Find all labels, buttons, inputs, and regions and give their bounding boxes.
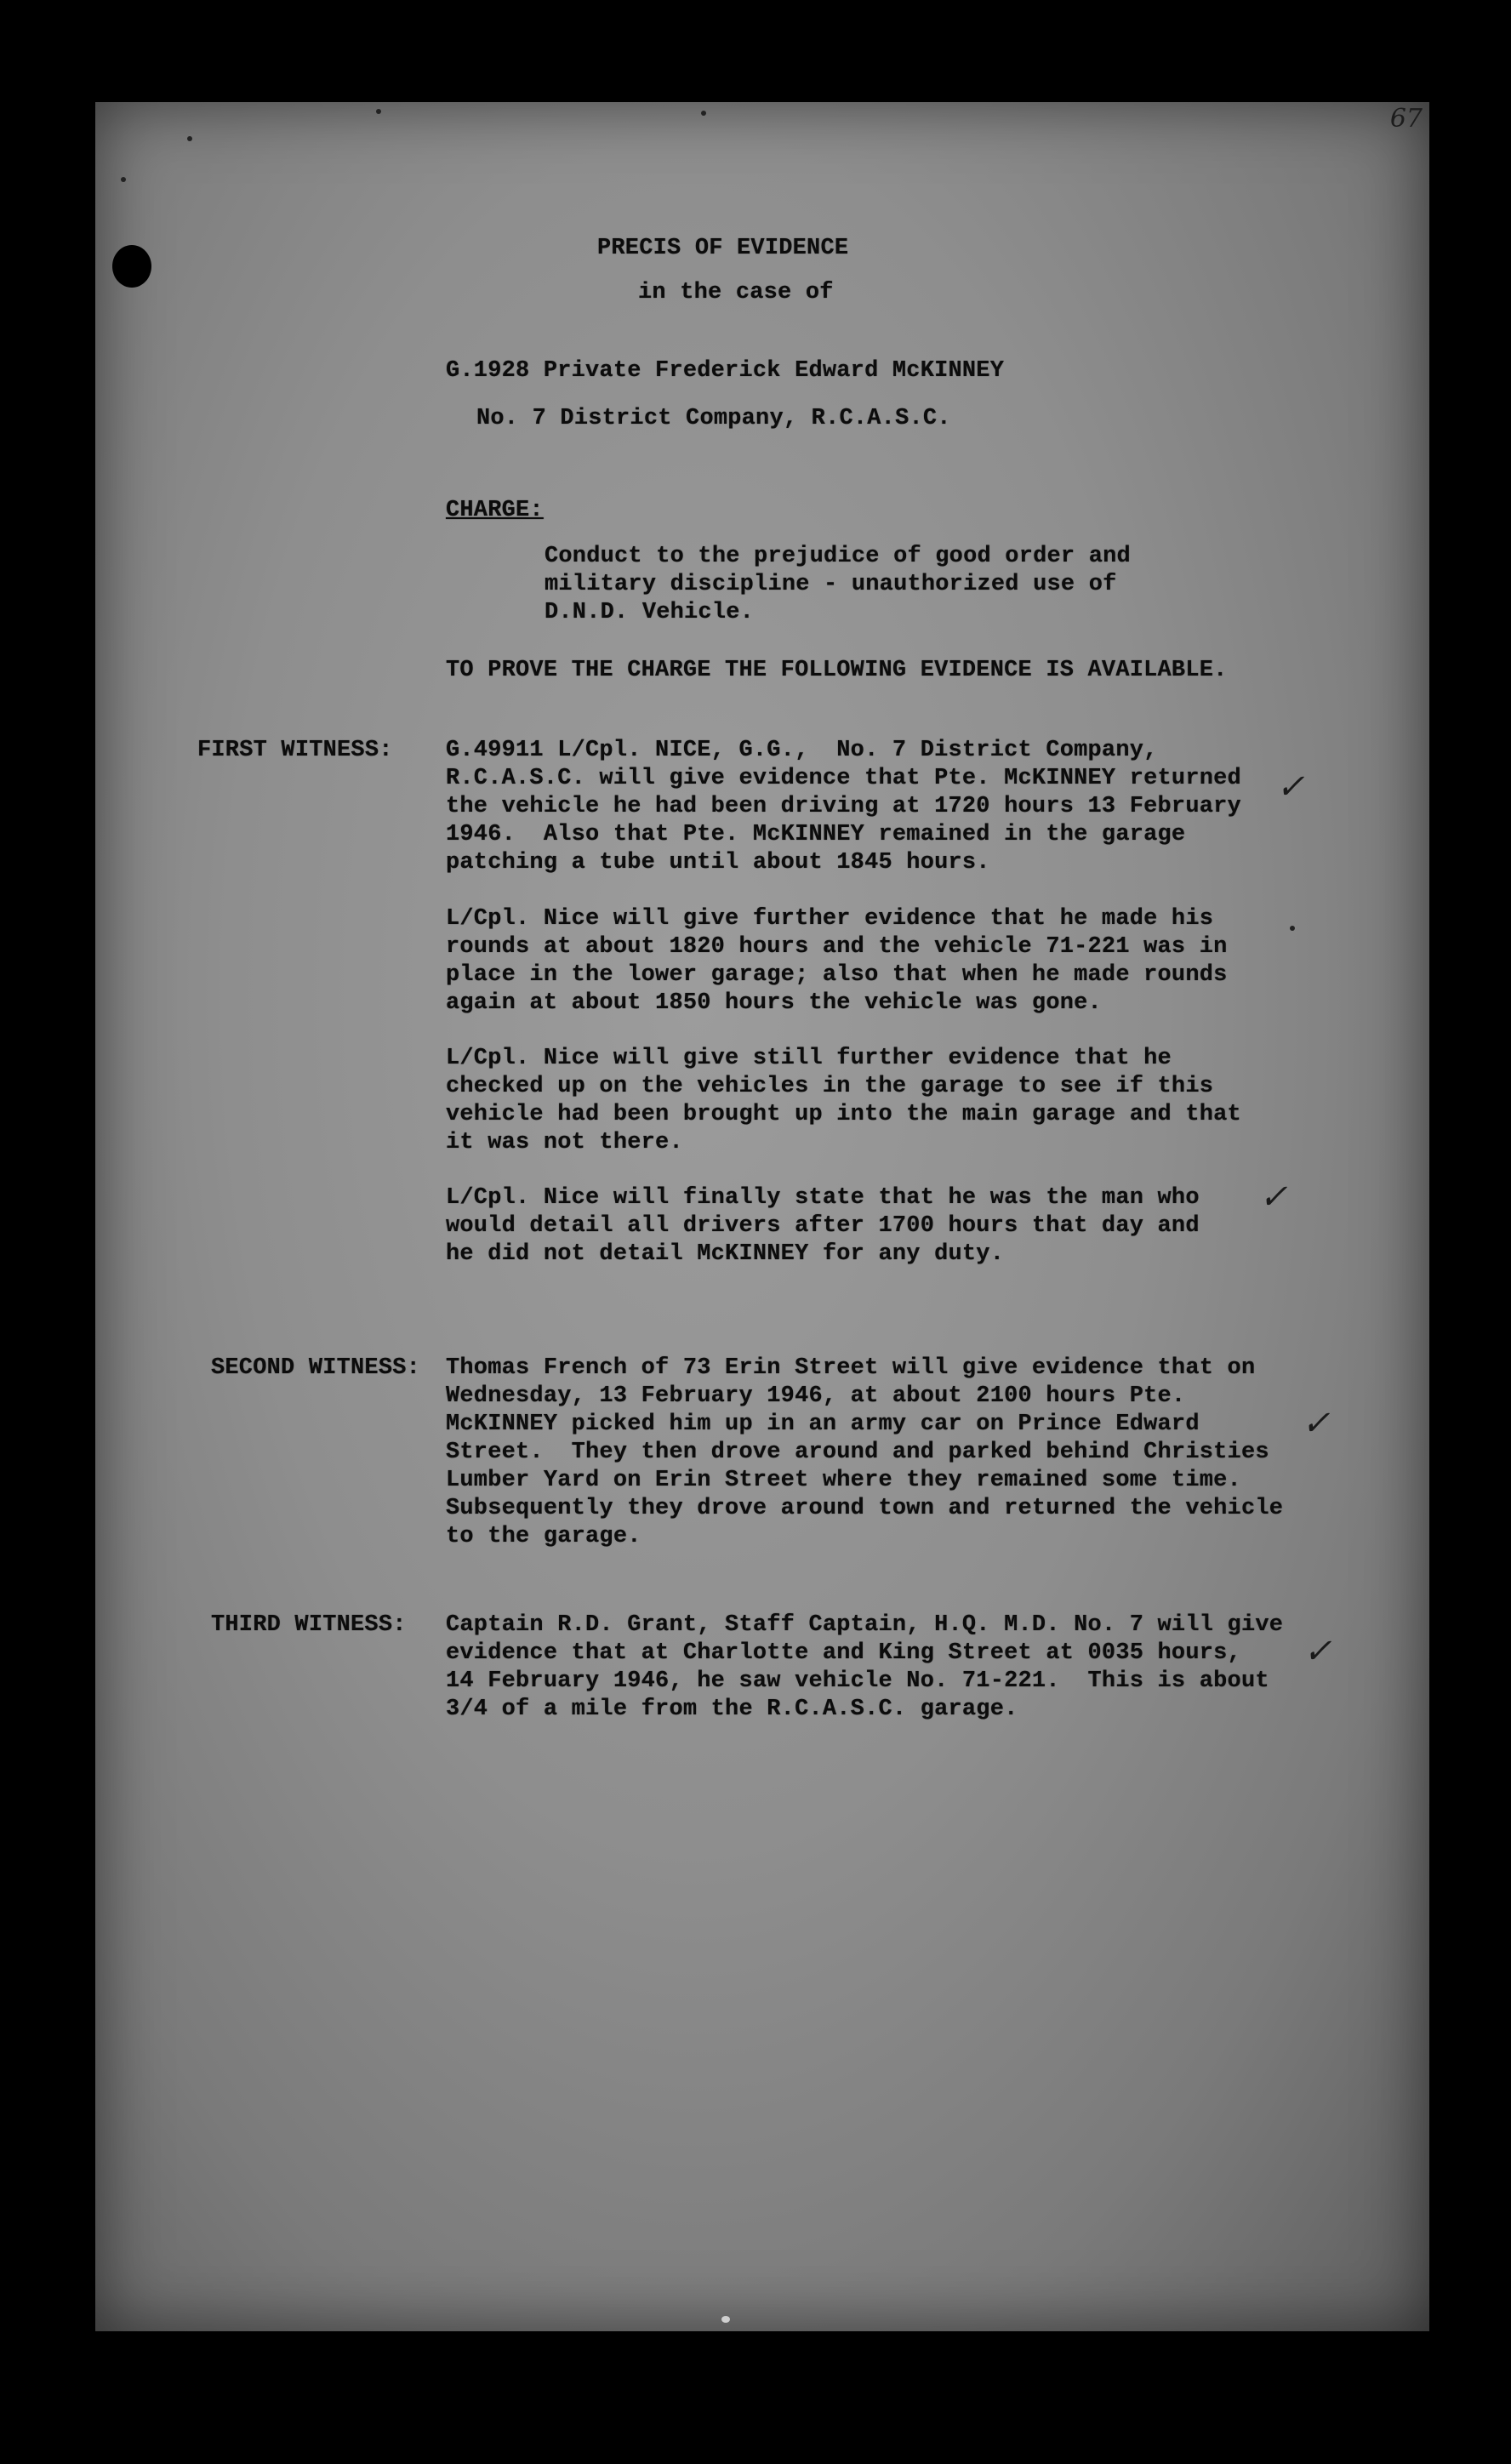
first-witness-text: the vehicle he had been driving at 1720 hours 13 February (446, 794, 1241, 819)
third-witness-text: evidence that at Charlotte and King Street at 0035 hours, (446, 1640, 1241, 1666)
document-page (95, 102, 1429, 2331)
first-witness-text: again at about 1850 hours the vehicle was gone. (446, 990, 1102, 1016)
check-mark: ✓ (1259, 1178, 1288, 1217)
first-witness-text: R.C.A.S.C. will give evidence that Pte. McKINNEY returned (446, 766, 1241, 791)
first-witness-text: patching a tube until about 1845 hours. (446, 850, 990, 876)
document-subtitle: in the case of (638, 280, 834, 305)
first-witness-text: he did not detail McKINNEY for any duty. (446, 1241, 1005, 1267)
third-witness-text: 14 February 1946, he saw vehicle No. 71-221. This is about (446, 1668, 1269, 1694)
check-mark: ✓ (1276, 767, 1305, 807)
first-witness-text: rounds at about 1820 hours and the vehicle 71-221 was in (446, 934, 1228, 960)
third-witness-text: 3/4 of a mile from the R.C.A.S.C. garage. (446, 1697, 1018, 1722)
second-witness-text: Wednesday, 13 February 1946, at about 2100 hours Pte. (446, 1383, 1186, 1409)
first-witness-label: FIRST WITNESS: (197, 738, 393, 763)
second-witness-text: Subsequently they drove around town and returned the vehicle (446, 1496, 1284, 1521)
first-witness-text: vehicle had been brought up into the main garage and that (446, 1102, 1241, 1127)
speck (1290, 926, 1295, 931)
scan-dust (721, 2316, 730, 2323)
prove-statement: TO PROVE THE CHARGE THE FOLLOWING EVIDENCE IS AVAILABLE. (446, 658, 1228, 683)
first-witness-text: it was not there. (446, 1130, 683, 1155)
punch-hole (112, 245, 151, 288)
document-title: PRECIS OF EVIDENCE (597, 236, 849, 261)
first-witness-text: place in the lower garage; also that when he made rounds (446, 962, 1228, 988)
first-witness-text: L/Cpl. Nice will give still further evidence that he (446, 1046, 1172, 1071)
second-witness-label: SECOND WITNESS: (211, 1355, 421, 1381)
charge-line: Conduct to the prejudice of good order and (545, 544, 1131, 569)
speck (187, 136, 192, 141)
speck (376, 109, 381, 114)
second-witness-text: Street. They then drove around and parked behind Christies (446, 1440, 1269, 1465)
speck (701, 111, 706, 116)
charge-label: CHARGE: (446, 498, 544, 523)
first-witness-text: 1946. Also that Pte. McKINNEY remained in the garage (446, 822, 1186, 847)
second-witness-text: McKINNEY picked him up in an army car on Prince Edward (446, 1412, 1200, 1437)
check-mark: ✓ (1303, 1632, 1332, 1671)
first-witness-text: L/Cpl. Nice will finally state that he was the man who (446, 1185, 1200, 1211)
second-witness-text: Thomas French of 73 Erin Street will give evidence that on (446, 1355, 1256, 1381)
accused-name: G.1928 Private Frederick Edward McKINNEY (446, 358, 1005, 384)
charge-line: military discipline - unauthorized use of (545, 572, 1117, 597)
check-mark: ✓ (1302, 1404, 1331, 1443)
speck (121, 177, 126, 182)
first-witness-text: L/Cpl. Nice will give further evidence that he made his (446, 906, 1214, 932)
second-witness-text: Lumber Yard on Erin Street where they remained some time. (446, 1468, 1241, 1493)
second-witness-text: to the garage. (446, 1524, 641, 1549)
accused-unit: No. 7 District Company, R.C.A.S.C. (476, 406, 951, 431)
first-witness-text: checked up on the vehicles in the garage to see if this (446, 1074, 1214, 1099)
third-witness-label: THIRD WITNESS: (211, 1612, 407, 1638)
charge-line: D.N.D. Vehicle. (545, 600, 755, 625)
page-number: 67 (1389, 104, 1423, 134)
first-witness-text: G.49911 L/Cpl. NICE, G.G., No. 7 District Company, (446, 738, 1158, 763)
first-witness-text: would detail all drivers after 1700 hours that day and (446, 1213, 1200, 1239)
third-witness-text: Captain R.D. Grant, Staff Captain, H.Q. M.D. No. 7 will give (446, 1612, 1284, 1638)
